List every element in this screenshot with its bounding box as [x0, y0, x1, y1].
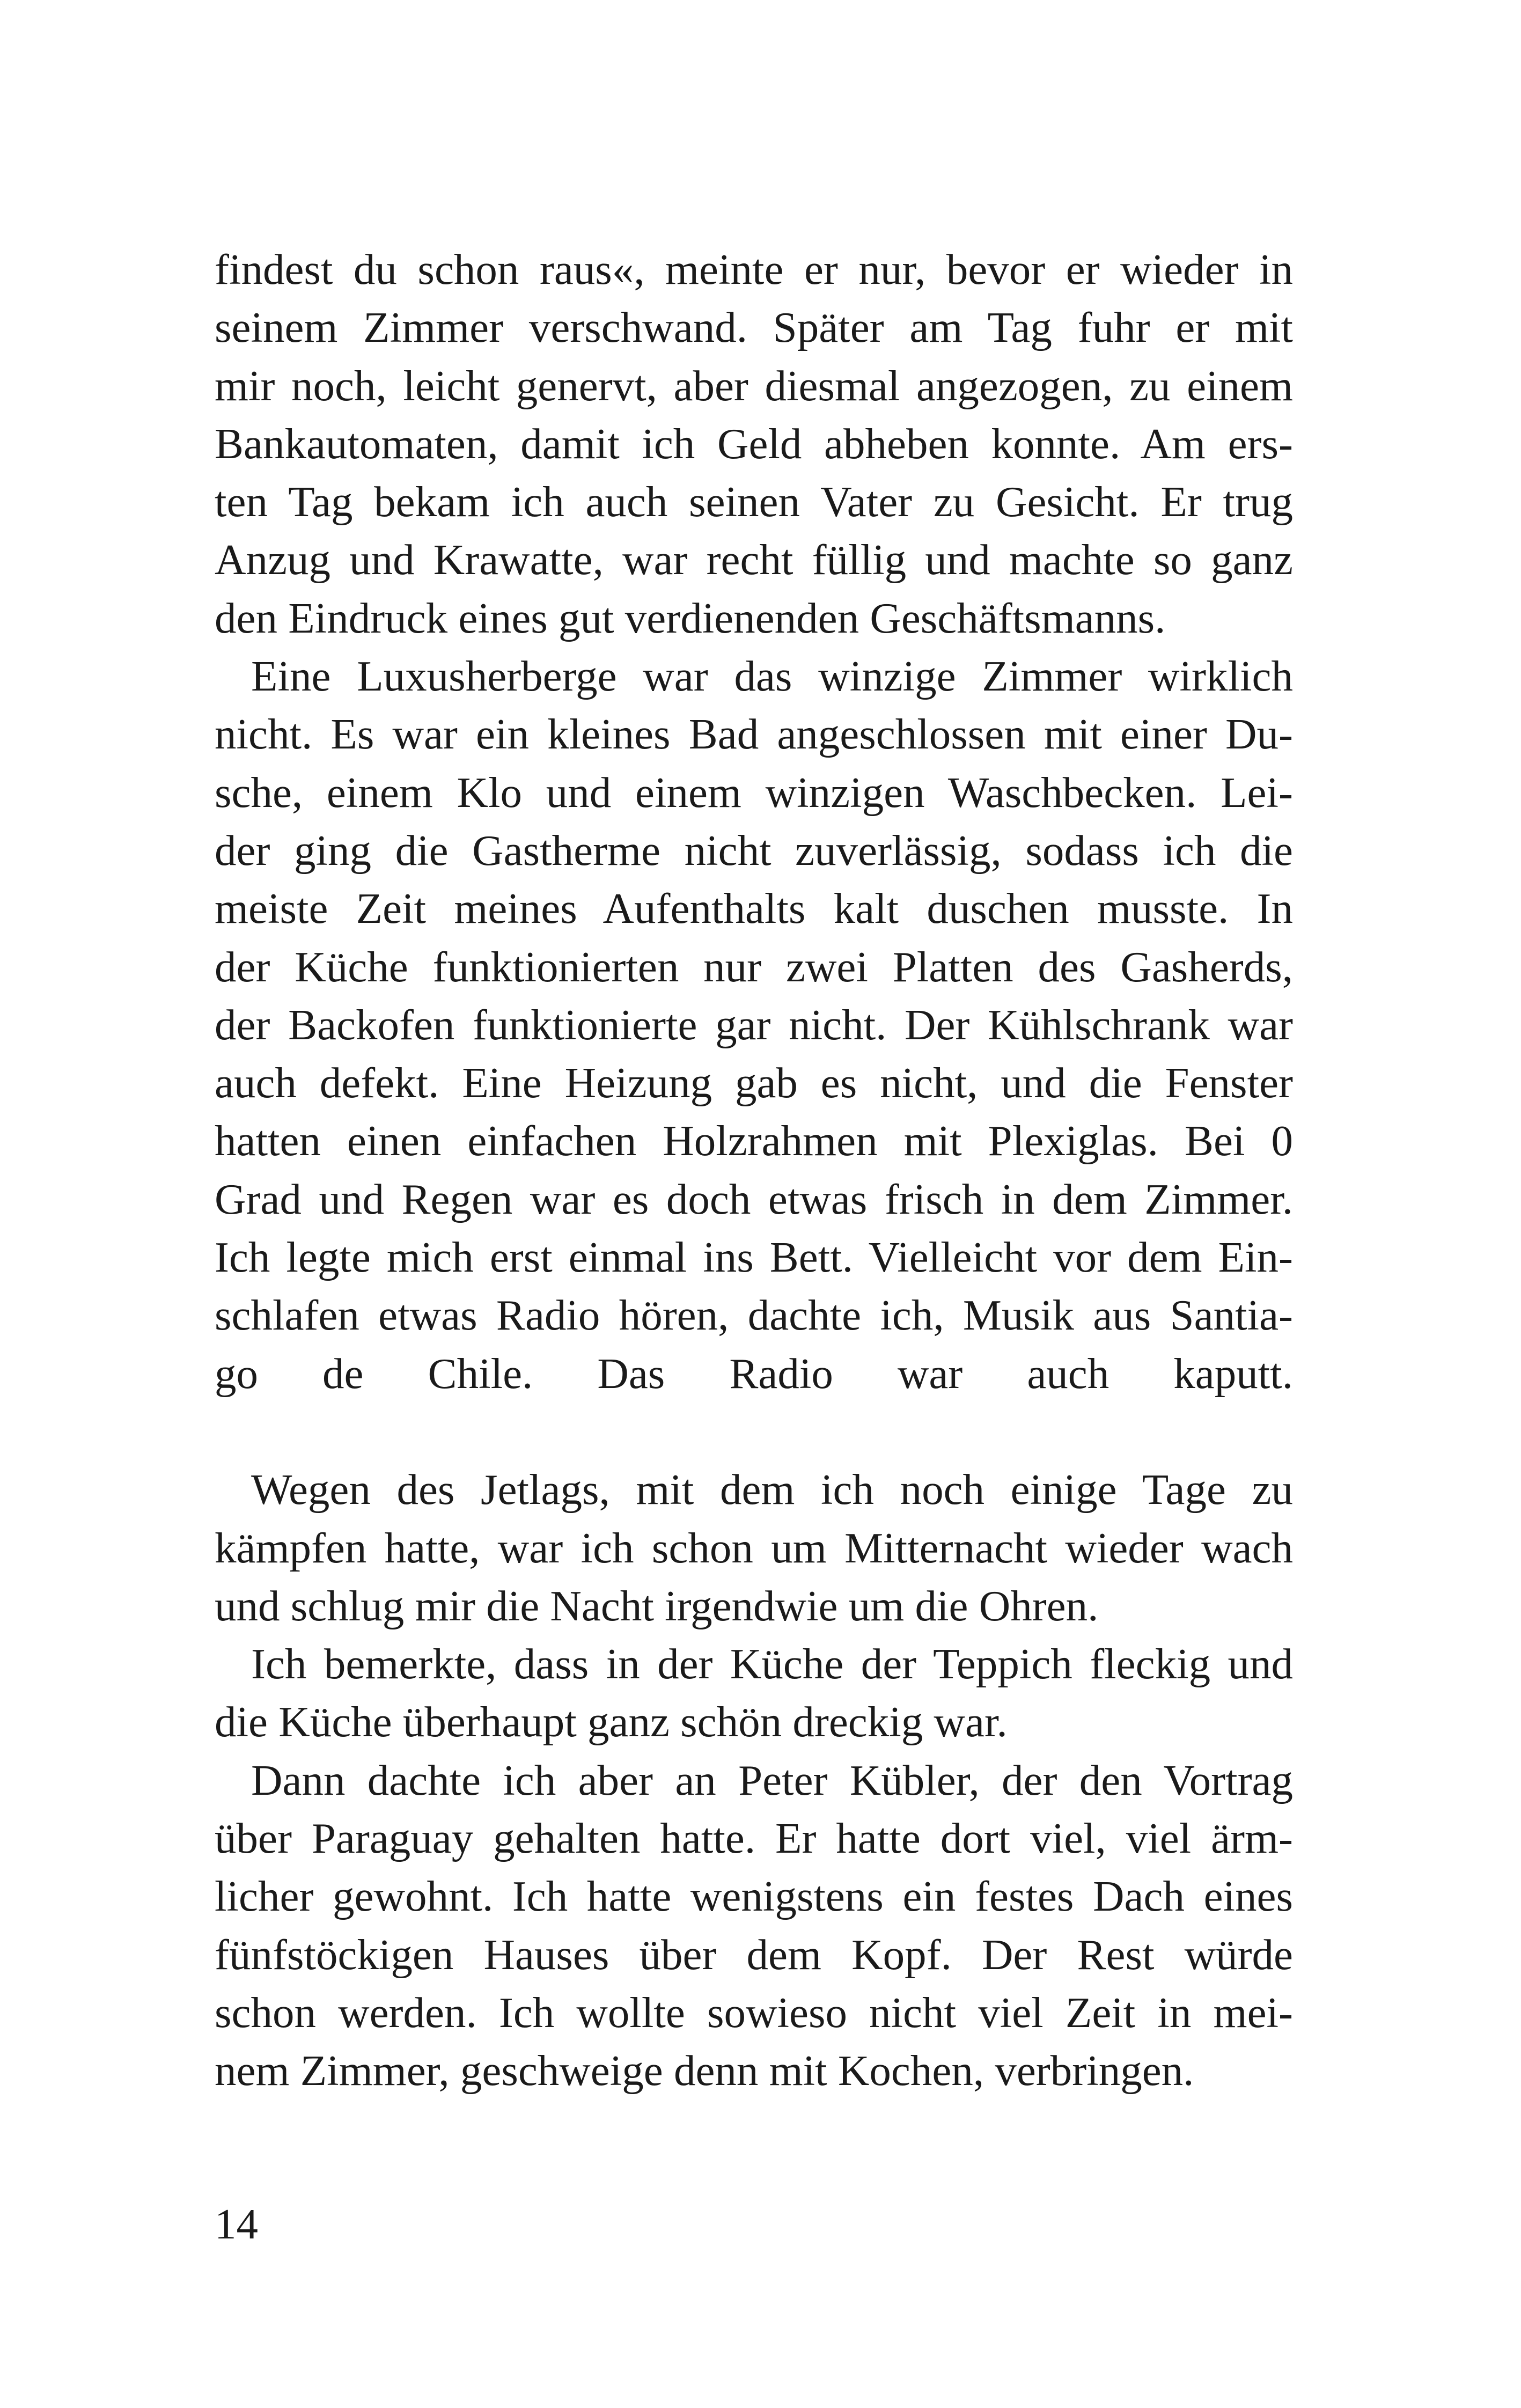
- text-line: sche, einem Klo und einem winzigen Waschbecken. Lei-: [215, 768, 1293, 817]
- paragraph: [215, 647, 1293, 1460]
- text-line: den Eindruck eines gut verdienenden Geschäftsmanns.: [215, 593, 1166, 642]
- text-line: der Küche funktionierten nur zwei Platten des Gasherds,: [215, 942, 1293, 991]
- text-line: licher gewohnt. Ich hatte wenigstens ein festes Dach eines: [215, 1872, 1293, 1921]
- text-line: mir noch, leicht genervt, aber diesmal angezogen, zu einem: [215, 361, 1293, 410]
- paragraph: [215, 240, 1293, 647]
- text-line: ten Tag bekam ich auch seinen Vater zu Gesicht. Er trug: [215, 478, 1293, 526]
- text-line: nicht. Es war ein kleines Bad angeschlossen mit einer Du-: [215, 710, 1293, 759]
- text-line: seinem Zimmer verschwand. Später am Tag fuhr er mit: [215, 303, 1293, 352]
- text-line: findest du schon raus«, meinte er nur, bevor er wieder in: [215, 245, 1293, 293]
- text-line: und schlug mir die Nacht irgendwie um die Ohren.: [215, 1581, 1099, 1630]
- text-line: Dann dachte ich aber an Peter Kübler, der den Vortrag: [251, 1756, 1293, 1804]
- paragraph: [215, 1635, 1293, 1751]
- text-line: Ich bemerkte, dass in der Küche der Teppich fleckig und: [251, 1640, 1293, 1688]
- text-line: über Paraguay gehalten hatte. Er hatte dort viel, viel ärm-: [215, 1814, 1293, 1863]
- text-line: Eine Luxusherberge war das winzige Zimmer wirklich: [251, 652, 1293, 701]
- paragraph: [215, 1751, 1293, 2100]
- text-line: Wegen des Jetlags, mit dem ich noch einige Tage zu: [251, 1465, 1293, 1514]
- text-line: Ich legte mich erst einmal ins Bett. Vielleicht vor dem Ein-: [215, 1233, 1293, 1282]
- text-line: Grad und Regen war es doch etwas frisch in dem Zimmer.: [215, 1174, 1293, 1223]
- text-line: der Backofen funktionierte gar nicht. Der Kühlschrank war: [215, 1000, 1293, 1049]
- text-line: Bankautomaten, damit ich Geld abheben konnte. Am ers-: [215, 419, 1293, 468]
- text-line: auch defekt. Eine Heizung gab es nicht, und die Fenster: [215, 1059, 1293, 1107]
- page-number: 14: [215, 2200, 258, 2248]
- text-line: meiste Zeit meines Aufenthalts kalt duschen musste. In: [215, 884, 1293, 933]
- text-line: nem Zimmer, geschweige denn mit Kochen, verbringen.: [215, 2046, 1194, 2095]
- text-line: go de Chile. Das Radio war auch kaputt.: [215, 1349, 1293, 1398]
- text-line: hatten einen einfachen Holzrahmen mit Plexiglas. Bei 0: [215, 1117, 1293, 1165]
- text-line: der ging die Gastherme nicht zuverlässig, sodass ich die: [215, 826, 1293, 875]
- text-line: kämpfen hatte, war ich schon um Mitternacht wieder wach: [215, 1523, 1293, 1572]
- text-line: schon werden. Ich wollte sowieso nicht viel Zeit in mei-: [215, 1988, 1293, 2037]
- text-line: Anzug und Krawatte, war recht füllig und machte so ganz: [215, 535, 1293, 584]
- text-line: schlafen etwas Radio hören, dachte ich, Musik aus Santia-: [215, 1291, 1293, 1340]
- body-text: [215, 240, 1293, 2100]
- text-line: [215, 1403, 1293, 1460]
- paragraph: [215, 1460, 1293, 1635]
- text-line: die Küche überhaupt ganz schön dreckig war.: [215, 1698, 1008, 1746]
- text-line: fünfstöckigen Hauses über dem Kopf. Der Rest würde: [215, 1930, 1293, 1979]
